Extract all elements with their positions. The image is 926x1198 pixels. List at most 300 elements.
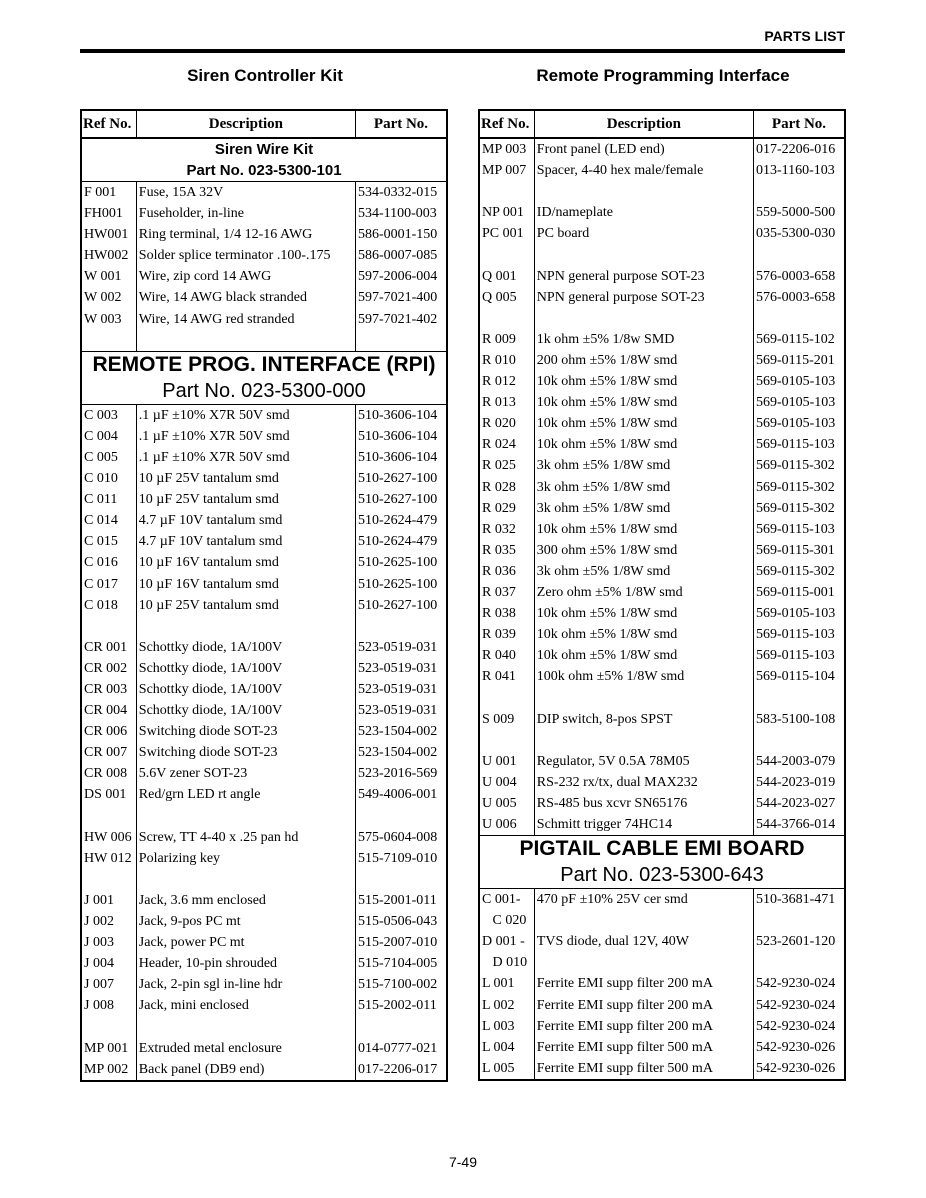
description-cell: 10 µF 25V tantalum smd [136, 595, 355, 616]
ref-no-cell: CR 003 [81, 679, 136, 700]
description-cell: Fuse, 15A 32V [136, 182, 355, 204]
part-no-cell: 542-9230-024 [755, 1018, 836, 1034]
siren-controller-parts-table [80, 109, 448, 1082]
description-cell [534, 687, 753, 708]
ref-no-cell: D 010 [479, 952, 534, 973]
part-no-cell: 569-0115-001 [755, 584, 835, 600]
table-row [81, 763, 447, 784]
part-no-cell: 549-4006-001 [357, 787, 438, 803]
table-row [479, 582, 845, 603]
ref-no-cell: J 003 [81, 932, 136, 953]
ref-no-cell: Q 005 [479, 287, 534, 308]
table-row [479, 181, 845, 202]
ref-no-cell: CR 008 [81, 763, 136, 784]
table-row [479, 1058, 845, 1080]
ref-no-cell: MP 002 [81, 1059, 136, 1081]
part-no-cell [355, 869, 447, 890]
table-row [479, 624, 845, 645]
ref-no-cell: R 040 [479, 645, 534, 666]
ref-no-cell: U 004 [479, 772, 534, 793]
ref-column-header: Ref No. [479, 110, 534, 138]
part-number-column-header: Part No. [753, 110, 845, 138]
ref-no-cell: W 002 [81, 287, 136, 308]
part-no-cell: 523-0519-031 [357, 703, 438, 719]
table-row [81, 658, 447, 679]
description-cell: 4.7 µF 10V tantalum smd [136, 510, 355, 531]
description-cell: 10k ohm ±5% 1/8W smd [534, 624, 753, 645]
right-column-title: Remote Programming Interface [536, 66, 790, 85]
part-no-cell [753, 308, 845, 329]
table-row [479, 666, 845, 687]
description-cell: PC board [534, 223, 753, 244]
ref-no-cell: L 001 [479, 973, 534, 994]
table-row [479, 540, 845, 561]
ref-no-cell: W 001 [81, 266, 136, 287]
table-row [81, 468, 447, 489]
description-cell [534, 910, 753, 931]
part-no-cell: 569-0105-103 [755, 416, 836, 432]
part-no-cell: 544-2003-079 [755, 753, 836, 769]
part-no-cell: 523-1504-002 [357, 724, 438, 740]
description-cell: Schmitt trigger 74HC14 [534, 814, 753, 836]
table-row [479, 413, 845, 434]
ref-no-cell: W 003 [81, 309, 136, 330]
description-cell: Jack, mini enclosed [136, 995, 355, 1016]
ref-no-cell: R 036 [479, 561, 534, 582]
description-cell: Schottky diode, 1A/100V [136, 679, 355, 700]
description-cell: RS-232 rx/tx, dual MAX232 [534, 772, 753, 793]
table-row [81, 1059, 447, 1081]
part-no-cell: 510-2625-100 [357, 576, 438, 592]
description-cell: .1 µF ±10% X7R 50V smd [136, 447, 355, 468]
ref-column-header: Ref No. [81, 110, 136, 138]
description-cell: 10k ohm ±5% 1/8W smd [534, 371, 753, 392]
part-no-cell: 569-0115-302 [755, 479, 835, 495]
table-row [81, 510, 447, 531]
part-no-cell [753, 687, 845, 708]
section-title: PIGTAIL CABLE EMI BOARD [519, 837, 805, 861]
part-no-cell: 542-9230-026 [755, 1060, 836, 1076]
table-row [81, 742, 447, 763]
page-number: 7-49 [448, 1154, 478, 1170]
part-no-cell: 597-7021-400 [357, 290, 438, 306]
ref-no-cell: R 032 [479, 519, 534, 540]
table-row [479, 730, 845, 751]
table-row [81, 266, 447, 287]
ref-no-cell: C 005 [81, 447, 136, 468]
description-cell: Wire, zip cord 14 AWG [136, 266, 355, 287]
ref-no-cell: C 001- [479, 889, 534, 911]
description-cell: Wire, 14 AWG red stranded [136, 309, 355, 330]
table-row [81, 911, 447, 932]
part-no-cell [355, 616, 447, 637]
table-row [479, 329, 845, 350]
ref-no-cell: C 011 [81, 489, 136, 510]
table-row [479, 1016, 845, 1037]
ref-no-cell: CR 007 [81, 742, 136, 763]
ref-no-cell: MP 003 [479, 138, 534, 160]
table-row [479, 477, 845, 498]
part-no-cell: 569-0115-302 [755, 563, 835, 579]
ref-no-cell: NP 001 [479, 202, 534, 223]
part-no-cell: 017-2206-017 [357, 1061, 438, 1077]
table-row [81, 784, 447, 805]
ref-no-cell [81, 330, 136, 352]
part-no-cell: 569-0115-104 [755, 669, 835, 685]
table-row [81, 287, 447, 308]
part-no-cell: 569-0115-201 [755, 352, 835, 368]
table-row [479, 952, 845, 973]
part-no-cell: 542-9230-024 [755, 997, 836, 1013]
section-title: REMOTE PROG. INTERFACE (RPI) [92, 352, 436, 376]
ref-no-cell [479, 244, 534, 265]
description-cell: Header, 10-pin shrouded [136, 953, 355, 974]
description-cell: 10k ohm ±5% 1/8W smd [534, 434, 753, 455]
description-cell [136, 1016, 355, 1037]
table-row [479, 202, 845, 223]
part-no-cell: 013-1160-103 [755, 163, 835, 179]
part-no-cell: 523-2016-569 [357, 766, 438, 782]
ref-no-cell: R 028 [479, 477, 534, 498]
ref-no-cell: Q 001 [479, 266, 534, 287]
part-no-cell: 523-0519-031 [357, 660, 438, 676]
ref-no-cell: R 024 [479, 434, 534, 455]
part-no-cell [753, 181, 845, 202]
header-rule [80, 49, 845, 53]
part-no-cell: 523-0519-031 [357, 681, 438, 697]
description-cell: .1 µF ±10% X7R 50V smd [136, 426, 355, 447]
ref-no-cell: R 025 [479, 455, 534, 476]
description-cell: 100k ohm ±5% 1/8W smd [534, 666, 753, 687]
part-no-cell: 515-0506-043 [357, 914, 438, 929]
table-row [81, 574, 447, 595]
ref-no-cell: HW001 [81, 224, 136, 245]
ref-no-cell: J 004 [81, 953, 136, 974]
ref-no-cell: S 009 [479, 709, 534, 730]
table-row [479, 687, 845, 708]
ref-no-cell: R 041 [479, 666, 534, 687]
table-row [479, 709, 845, 730]
description-cell: 1k ohm ±5% 1/8w SMD [534, 329, 753, 350]
table-row [81, 1016, 447, 1037]
description-cell: Front panel (LED end) [534, 138, 753, 160]
part-no-cell: 542-9230-024 [755, 976, 836, 992]
ref-no-cell: DS 001 [81, 784, 136, 805]
part-no-cell: 510-2624-479 [357, 513, 438, 529]
table-row [81, 489, 447, 510]
ref-no-cell [81, 869, 136, 890]
part-no-cell: 569-0115-103 [755, 648, 835, 664]
table-row [479, 392, 845, 413]
table-row [81, 721, 447, 742]
part-number-column-header: Part No. [355, 110, 447, 138]
part-no-cell: 575-0604-008 [357, 829, 438, 845]
ref-no-cell: C 014 [81, 510, 136, 531]
table-row [479, 793, 845, 814]
part-no-cell [355, 806, 447, 827]
part-no-cell: 510-2625-100 [357, 555, 438, 571]
section-heading-row [479, 836, 845, 889]
left-column-title: Siren Controller Kit [187, 66, 343, 85]
ref-no-cell: HW 012 [81, 848, 136, 869]
part-no-cell: 569-0105-103 [755, 374, 836, 390]
description-cell: 300 ohm ±5% 1/8W smd [534, 540, 753, 561]
part-no-cell: 544-2023-019 [755, 774, 836, 790]
ref-no-cell [479, 181, 534, 202]
part-no-cell: 576-0003-658 [755, 268, 836, 284]
ref-no-cell: R 035 [479, 540, 534, 561]
table-row [479, 287, 845, 308]
table-row [479, 645, 845, 666]
part-no-cell: 515-2001-011 [357, 892, 437, 908]
part-no-cell [355, 1016, 447, 1037]
table-row [81, 869, 447, 890]
ref-no-cell: R 020 [479, 413, 534, 434]
part-no-cell: 510-2627-100 [357, 492, 438, 508]
ref-no-cell: C 017 [81, 574, 136, 595]
section-heading-row [81, 351, 447, 404]
ref-no-cell: PC 001 [479, 223, 534, 244]
part-no-cell: 569-0115-103 [755, 437, 835, 453]
table-row [479, 772, 845, 793]
table-row [479, 455, 845, 476]
description-cell: 10k ohm ±5% 1/8W smd [534, 413, 753, 434]
description-cell [136, 869, 355, 890]
table-row [479, 814, 845, 836]
description-cell: 10 µF 25V tantalum smd [136, 489, 355, 510]
part-no-cell: 523-1504-002 [357, 745, 438, 761]
part-no-cell: 576-0003-658 [755, 289, 836, 305]
ref-no-cell: R 037 [479, 582, 534, 603]
description-cell: NPN general purpose SOT-23 [534, 266, 753, 287]
description-cell: Switching diode SOT-23 [136, 721, 355, 742]
table-row [81, 1038, 447, 1059]
table-row [81, 224, 447, 245]
part-no-cell [753, 910, 845, 931]
description-cell: 3k ohm ±5% 1/8W smd [534, 477, 753, 498]
description-cell: 10 µF 16V tantalum smd [136, 552, 355, 573]
table-row [81, 679, 447, 700]
table-row [81, 404, 447, 426]
part-no-cell: 597-2006-004 [357, 269, 438, 285]
ref-no-cell: D 001 - [479, 931, 534, 952]
description-cell: 3k ohm ±5% 1/8W smd [534, 455, 753, 476]
part-no-cell: 569-0115-301 [755, 542, 835, 558]
part-no-cell: 583-5100-108 [755, 711, 836, 727]
description-cell: 470 pF ±10% 25V cer smd [534, 889, 753, 911]
description-cell: Switching diode SOT-23 [136, 742, 355, 763]
part-no-cell: 510-2624-479 [357, 534, 438, 550]
ref-no-cell: J 008 [81, 995, 136, 1016]
description-cell: Schottky diode, 1A/100V [136, 637, 355, 658]
ref-no-cell: U 006 [479, 814, 534, 836]
part-no-cell: 510-3606-104 [357, 407, 438, 423]
description-cell: Red/grn LED rt angle [136, 784, 355, 805]
description-cell: Fuseholder, in-line [136, 203, 355, 224]
description-cell: Jack, 9-pos PC mt [136, 911, 355, 932]
description-column-header: Description [136, 110, 355, 138]
description-cell [136, 806, 355, 827]
ref-no-cell: F 001 [81, 182, 136, 204]
description-cell: RS-485 bus xcvr SN65176 [534, 793, 753, 814]
ref-no-cell [479, 730, 534, 751]
table-row [479, 434, 845, 455]
part-no-cell: 515-7104-005 [357, 956, 438, 972]
table-row [81, 700, 447, 721]
part-no-cell: 523-0519-031 [357, 639, 438, 655]
description-cell: Ferrite EMI supp filter 500 mA [534, 1058, 753, 1080]
table-row [479, 973, 845, 994]
description-cell: 10 µF 16V tantalum smd [136, 574, 355, 595]
description-cell: Schottky diode, 1A/100V [136, 700, 355, 721]
part-no-cell: 534-1100-003 [357, 206, 437, 222]
part-no-cell [753, 730, 845, 751]
ref-no-cell: L 003 [479, 1016, 534, 1037]
ref-no-cell: U 005 [479, 793, 534, 814]
ref-no-cell: CR 004 [81, 700, 136, 721]
ref-no-cell: CR 006 [81, 721, 136, 742]
part-no-cell [753, 952, 845, 973]
part-no-cell: 510-2627-100 [357, 471, 438, 487]
part-no-cell: 569-0115-302 [755, 458, 835, 474]
ref-no-cell [81, 1016, 136, 1037]
description-cell: Ferrite EMI supp filter 200 mA [534, 1016, 753, 1037]
table-row [479, 266, 845, 287]
description-cell: Schottky diode, 1A/100V [136, 658, 355, 679]
part-no-cell: 569-0115-302 [755, 500, 835, 516]
description-cell [534, 308, 753, 329]
section-heading [81, 138, 447, 182]
table-row [81, 245, 447, 266]
table-row [81, 203, 447, 224]
description-cell [534, 730, 753, 751]
description-cell: Regulator, 5V 0.5A 78M05 [534, 751, 753, 772]
part-no-cell: 510-3681-471 [755, 892, 836, 908]
description-cell: TVS diode, dual 12V, 40W [534, 931, 753, 952]
ref-no-cell: R 012 [479, 371, 534, 392]
ref-no-cell: J 002 [81, 911, 136, 932]
ref-no-cell: L 004 [479, 1037, 534, 1058]
ref-no-cell: C 010 [81, 468, 136, 489]
part-no-cell: 569-0115-103 [755, 627, 835, 643]
part-no-cell: 542-9230-026 [755, 1039, 836, 1055]
running-header: PARTS LIST [764, 28, 845, 44]
ref-no-cell: R 013 [479, 392, 534, 413]
table-row [81, 426, 447, 447]
part-no-cell: 534-0332-015 [357, 185, 438, 200]
ref-no-cell [81, 616, 136, 637]
description-cell: Solder splice terminator .100-.175 [136, 245, 355, 266]
description-cell [534, 244, 753, 265]
part-no-cell: 515-7100-002 [357, 977, 438, 993]
description-cell: Polarizing key [136, 848, 355, 869]
table-row [81, 531, 447, 552]
description-cell: Ring terminal, 1/4 12-16 AWG [136, 224, 355, 245]
description-cell: Jack, power PC mt [136, 932, 355, 953]
ref-no-cell: R 010 [479, 350, 534, 371]
description-cell: 10k ohm ±5% 1/8W smd [534, 645, 753, 666]
table-row [81, 827, 447, 848]
table-row [479, 751, 845, 772]
section-part-number: Part No. 023-5300-000 [162, 379, 366, 402]
part-no-cell: 510-3606-104 [357, 449, 438, 465]
description-cell: 10k ohm ±5% 1/8W smd [534, 603, 753, 624]
part-no-cell: 586-0007-085 [357, 248, 438, 264]
section-title: Siren Wire Kit [214, 141, 314, 158]
part-no-cell: 515-2007-010 [357, 935, 438, 951]
description-cell [136, 616, 355, 637]
part-no-cell: 510-2627-100 [357, 597, 438, 613]
ref-no-cell: C 015 [81, 531, 136, 552]
table-row [479, 308, 845, 329]
description-cell: Spacer, 4-40 hex male/female [534, 160, 753, 181]
description-cell: Extruded metal enclosure [136, 1038, 355, 1059]
table-row [81, 932, 447, 953]
description-cell [534, 952, 753, 973]
part-no-cell: 014-0777-021 [357, 1040, 438, 1056]
ref-no-cell: J 001 [81, 890, 136, 911]
section-heading [479, 836, 845, 889]
ref-no-cell: CR 002 [81, 658, 136, 679]
ref-no-cell: L 002 [479, 995, 534, 1016]
description-cell: Wire, 14 AWG black stranded [136, 287, 355, 308]
ref-no-cell: C 004 [81, 426, 136, 447]
ref-no-cell: C 003 [81, 404, 136, 426]
description-cell [534, 181, 753, 202]
part-no-cell: 569-0105-103 [755, 606, 836, 622]
part-no-cell: 544-2023-027 [755, 795, 836, 811]
description-cell: Ferrite EMI supp filter 500 mA [534, 1037, 753, 1058]
description-cell: NPN general purpose SOT-23 [534, 287, 753, 308]
table-row [479, 910, 845, 931]
table-row [479, 519, 845, 540]
table-row [479, 244, 845, 265]
part-no-cell: 510-3606-104 [357, 428, 438, 444]
description-cell: Zero ohm ±5% 1/8W smd [534, 582, 753, 603]
table-row [479, 350, 845, 371]
description-cell: 10k ohm ±5% 1/8W smd [534, 519, 753, 540]
ref-no-cell [479, 308, 534, 329]
part-no-cell: 515-2002-011 [357, 998, 437, 1014]
part-no-cell: 544-3766-014 [755, 817, 836, 832]
table-row [479, 223, 845, 244]
ref-no-cell: MP 001 [81, 1038, 136, 1059]
part-no-cell: 569-0115-103 [755, 521, 835, 537]
part-no-cell: 586-0001-150 [357, 227, 438, 243]
table-row [81, 447, 447, 468]
description-cell [136, 330, 355, 352]
table-row [81, 616, 447, 637]
part-no-cell: 597-7021-402 [357, 311, 438, 327]
table-row [479, 498, 845, 519]
table-row [479, 371, 845, 392]
table-row [479, 603, 845, 624]
section-part-number: Part No. 023-5300-643 [560, 864, 764, 887]
section-heading [81, 351, 447, 404]
table-row [479, 160, 845, 181]
part-no-cell [355, 330, 447, 352]
ref-no-cell: HW 006 [81, 827, 136, 848]
ref-no-cell: CR 001 [81, 637, 136, 658]
section-heading-row [81, 138, 447, 182]
description-column-header: Description [534, 110, 753, 138]
description-cell: Back panel (DB9 end) [136, 1059, 355, 1081]
ref-no-cell: C 016 [81, 552, 136, 573]
table-row [81, 637, 447, 658]
table-row [81, 552, 447, 573]
description-cell: DIP switch, 8-pos SPST [534, 709, 753, 730]
part-no-cell: 523-2601-120 [755, 934, 836, 950]
